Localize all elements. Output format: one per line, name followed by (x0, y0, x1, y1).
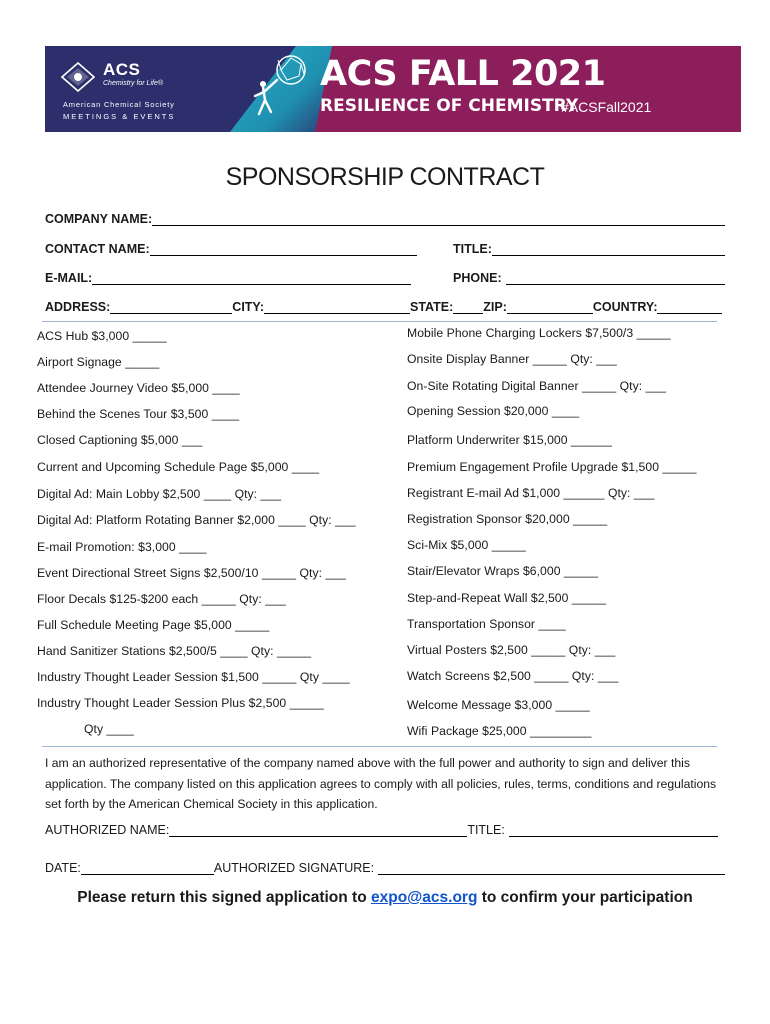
authorized-signature-line[interactable] (378, 862, 725, 875)
email-line[interactable] (92, 272, 411, 285)
city-line[interactable] (264, 301, 410, 314)
sponsorship-item[interactable]: Hand Sanitizer Stations $2,500/5 ____ Qty: _____ (37, 644, 312, 658)
sponsorship-item[interactable]: Event Directional Street Signs $2,500/10 _____ Qty: ___ (37, 566, 346, 580)
phone-field[interactable] (453, 271, 725, 285)
address-line[interactable] (110, 301, 232, 314)
sponsorship-item[interactable]: Sci-Mix $5,000 _____ (407, 538, 526, 552)
contact-name-field[interactable] (45, 242, 417, 256)
sponsorship-item[interactable]: Mobile Phone Charging Lockers $7,500/3 _____ (407, 326, 671, 340)
email-label: E-MAIL: (45, 271, 93, 285)
city-label: CITY: (232, 300, 265, 314)
sponsorship-item[interactable]: Closed Captioning $5,000 ___ (37, 433, 203, 447)
authorized-name-row (45, 823, 718, 837)
return-instructions (0, 889, 770, 907)
return-msg-after: to confirm your participation (477, 889, 693, 906)
company-name-label: COMPANY NAME: (45, 212, 153, 226)
country-line[interactable] (657, 301, 722, 314)
state-line[interactable] (453, 301, 483, 314)
sponsorship-item[interactable]: Digital Ad: Main Lobby $2,500 ____ Qty: ___ (37, 487, 282, 501)
sponsorship-item[interactable]: Opening Session $20,000 ____ (407, 404, 580, 418)
contact-name-line[interactable] (150, 243, 417, 256)
event-banner (45, 46, 741, 132)
sponsorship-item[interactable]: Watch Screens $2,500 _____ Qty: ___ (407, 669, 619, 683)
contact-name-label: CONTACT NAME: (45, 242, 150, 256)
section-divider-bottom (42, 746, 717, 747)
sponsorship-item[interactable]: Behind the Scenes Tour $3,500 ____ (37, 407, 240, 421)
authorized-name-label: AUTHORIZED NAME: (45, 823, 170, 837)
sponsorship-item[interactable]: Transportation Sponsor ____ (407, 617, 566, 631)
sponsorship-item[interactable]: Current and Upcoming Schedule Page $5,000 ____ (37, 460, 320, 474)
zip-line[interactable] (507, 301, 593, 314)
sponsorship-item[interactable]: On-Site Rotating Digital Banner _____ Qty: ___ (407, 379, 667, 393)
event-title: ACS FALL 2021 (320, 54, 606, 94)
return-msg-before: Please return this signed application to (77, 889, 371, 906)
address-row (45, 300, 722, 314)
acs-tagline: Chemistry for Life® (103, 80, 164, 87)
event-hashtag: #ACSFall2021 (561, 99, 652, 115)
sponsorship-item[interactable]: Step-and-Repeat Wall $2,500 _____ (407, 591, 607, 605)
title-line[interactable] (492, 243, 725, 256)
state-label: STATE: (410, 300, 454, 314)
contact-email-link[interactable]: expo@acs.org (370, 889, 478, 906)
authorized-signature-label: AUTHORIZED SIGNATURE: (213, 861, 375, 875)
email-field[interactable] (45, 271, 411, 285)
society-name: American Chemical Society (63, 100, 175, 109)
sponsorship-item[interactable]: E-mail Promotion: $3,000 ____ (37, 540, 207, 554)
address-label: ADDRESS: (45, 300, 111, 314)
sponsorship-item[interactable]: Premium Engagement Profile Upgrade $1,500 _____ (407, 460, 697, 474)
acs-shield-icon (61, 62, 95, 92)
sponsorship-item[interactable]: Floor Decals $125-$200 each _____ Qty: ___ (37, 592, 286, 606)
phone-line[interactable] (506, 272, 725, 285)
phone-label: PHONE: (453, 271, 502, 285)
sponsorship-item[interactable]: Digital Ad: Platform Rotating Banner $2,000 ____ Qty: ___ (37, 513, 356, 527)
section-divider-top (42, 321, 717, 322)
date-signature-row (45, 861, 725, 875)
sponsorship-item[interactable]: Wifi Package $25,000 _________ (407, 724, 592, 738)
sponsorship-item[interactable]: Platform Underwriter $15,000 ______ (407, 433, 612, 447)
acs-logo (57, 56, 207, 126)
title-field[interactable] (453, 242, 725, 256)
date-label: DATE: (45, 861, 81, 875)
sponsorship-item[interactable]: Welcome Message $3,000 _____ (407, 698, 590, 712)
acs-wordmark: ACS (103, 60, 141, 79)
event-subtitle: RESILIENCE OF CHEMISTRY (320, 96, 579, 116)
sponsorship-item[interactable]: Registration Sponsor $20,000 _____ (407, 512, 608, 526)
sponsorship-item-qty[interactable]: Qty ____ (84, 722, 134, 736)
sponsorship-item[interactable]: Stair/Elevator Wraps $6,000 _____ (407, 564, 599, 578)
signer-title-label: TITLE: (467, 823, 505, 837)
sponsorship-item[interactable]: Registrant E-mail Ad $1,000 ______ Qty: ___ (407, 486, 655, 500)
authorization-statement: I am an authorized representative of the company named above with the full power and authority to sign and deliver this application. The company listed on this application agrees to comply with all policies, rules, terms, conditions and regulations set forth by the American Chemical Society in this application. (45, 756, 717, 811)
date-line[interactable] (81, 862, 214, 875)
meetings-events-label: MEETINGS & EVENTS (63, 112, 176, 121)
title-label: TITLE: (453, 242, 492, 256)
climber-molecule-icon (241, 50, 321, 130)
sponsorship-item[interactable]: Airport Signage _____ (37, 355, 160, 369)
sponsorship-item[interactable]: Industry Thought Leader Session $1,500 _____ Qty ____ (37, 670, 350, 684)
page-title: SPONSORSHIP CONTRACT (225, 163, 545, 191)
sponsorship-item[interactable]: Onsite Display Banner _____ Qty: ___ (407, 352, 617, 366)
authorized-name-line[interactable] (169, 824, 467, 837)
country-label: COUNTRY: (592, 300, 658, 314)
sponsorship-item[interactable]: Attendee Journey Video $5,000 ____ (37, 381, 240, 395)
sponsorship-item[interactable]: Full Schedule Meeting Page $5,000 _____ (37, 618, 270, 632)
sponsorship-item[interactable]: Industry Thought Leader Session Plus $2,500 _____ (37, 696, 324, 710)
zip-label: ZIP: (483, 300, 507, 314)
sponsorship-item[interactable]: Virtual Posters $2,500 _____ Qty: ___ (407, 643, 616, 657)
company-name-line[interactable] (152, 213, 725, 226)
sponsorship-item[interactable]: ACS Hub $3,000 _____ (37, 329, 167, 343)
company-name-field[interactable] (45, 212, 725, 226)
signer-title-line[interactable] (509, 824, 718, 837)
